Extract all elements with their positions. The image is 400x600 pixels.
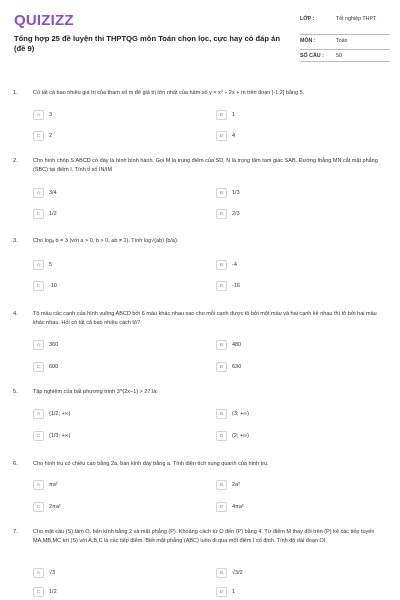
subject-value: Toán	[336, 38, 348, 44]
option-text: 2a²	[232, 482, 240, 488]
option-d[interactable]	[216, 130, 388, 142]
option-a[interactable]	[33, 567, 205, 579]
option-letter: D	[216, 281, 227, 291]
option-text: √3/2	[232, 570, 243, 576]
option-text: 3/4	[49, 190, 57, 196]
question-number: 6.	[13, 461, 18, 467]
option-text: -10	[49, 283, 57, 289]
option-c[interactable]	[33, 501, 205, 513]
question-number: 4.	[13, 311, 18, 317]
option-a[interactable]	[33, 408, 205, 420]
question-number: 5.	[13, 389, 18, 395]
option-letter: A	[33, 110, 44, 120]
option-letter: B	[216, 409, 227, 419]
option-d[interactable]	[216, 501, 388, 513]
option-c[interactable]	[33, 130, 205, 142]
option-text: 360	[49, 342, 59, 348]
question-number: 7.	[13, 529, 18, 535]
class-value: Tốt nghiệp THPT	[336, 16, 377, 22]
option-text: 4πa²	[232, 504, 244, 510]
option-c[interactable]	[33, 280, 205, 292]
option-letter: D	[216, 431, 227, 441]
question-text: Tô màu các cạnh của hình vuông ABCD bởi 6 màu khác nhau sao cho mỗi cạnh được tô bởi một màu và hai cạnh kề nhau thì tô bởi hai màu khác nhau. Hỏi có tất cả bao nhiêu cách tô?	[33, 311, 377, 326]
option-letter: C	[33, 281, 44, 291]
option-c[interactable]	[33, 430, 205, 442]
count-value: 50	[336, 53, 342, 59]
option-text: 2/3	[232, 211, 240, 217]
option-c[interactable]	[33, 208, 205, 220]
option-letter: B	[216, 188, 227, 198]
option-text: 2	[49, 133, 53, 139]
option-text: -4	[232, 262, 237, 268]
question-text: Cho hình trụ có chiều cao bằng 2a, bán kính đáy bằng a. Tính diện tích xung quanh của hình trụ.	[33, 461, 269, 467]
option-b[interactable]	[216, 408, 388, 420]
option-text: 1/3	[232, 190, 240, 196]
option-letter: D	[216, 362, 227, 372]
option-b[interactable]	[216, 187, 388, 199]
option-text: (3; +∞)	[232, 411, 249, 417]
option-a[interactable]	[33, 109, 205, 121]
option-text: 630	[232, 364, 242, 370]
option-d[interactable]	[216, 586, 388, 598]
question-number: 3.	[13, 238, 18, 244]
worksheet-header	[0, 0, 400, 80]
option-b[interactable]	[216, 479, 388, 491]
option-letter: D	[216, 131, 227, 141]
subject-label: MÔN :	[300, 38, 316, 44]
option-text: -16	[232, 283, 240, 289]
meta-row-subject	[300, 36, 390, 50]
option-text: 1	[232, 589, 236, 595]
option-letter: D	[216, 587, 227, 597]
option-c[interactable]	[33, 586, 205, 598]
option-b[interactable]	[216, 259, 388, 271]
option-letter: A	[33, 409, 44, 419]
option-letter: B	[216, 340, 227, 350]
option-b[interactable]	[216, 109, 388, 121]
question-text: Cho hình chóp S.ABCD có đáy là hình bình hành. Gọi M là trung điểm của SD, N là trọng tâm tam giác SAB. Đường thẳng MN cắt mặt phẳng (SBC) tại điểm I. Tính tỉ số IN/IM	[33, 158, 378, 173]
quizizz-logo: QUIZIZZ	[14, 12, 74, 29]
option-text: 480	[232, 342, 242, 348]
option-text: 5	[49, 262, 53, 268]
option-text: (1/2; +∞)	[49, 411, 71, 417]
option-text: πa²	[49, 482, 58, 488]
option-letter: C	[33, 587, 44, 597]
option-a[interactable]	[33, 259, 205, 271]
option-letter: C	[33, 362, 44, 372]
option-d[interactable]	[216, 208, 388, 220]
option-text: 2πa²	[49, 504, 61, 510]
option-a[interactable]	[33, 339, 205, 351]
option-letter: C	[33, 131, 44, 141]
option-letter: A	[33, 340, 44, 350]
meta-row-class	[300, 14, 390, 35]
option-letter: B	[216, 568, 227, 578]
option-a[interactable]	[33, 479, 205, 491]
option-letter: C	[33, 209, 44, 219]
question-text: Cho logₐ b = 3 (với a > 0, b > 0, ab ≠ 1). Tính log√(ab) (b/a).	[33, 238, 179, 244]
option-text: 4	[232, 133, 236, 139]
question-text: Cho mặt cầu (S) tâm O, bán kính bằng 2 và mặt phẳng (P). Khoảng cách từ O đến (P) bằng 4. Từ điểm M thay đổi trên (P) kẻ các tiếp tuyến MA,MB,MC tới (S) với A,B,C là các tiếp điểm. Biết mặt phẳng (ABC) luôn đi qua một điểm I cố định. Tính độ dài đoạn OI.	[33, 529, 375, 544]
option-letter: B	[216, 260, 227, 270]
question-number: 1.	[13, 90, 18, 96]
option-letter: A	[33, 188, 44, 198]
option-d[interactable]	[216, 430, 388, 442]
option-text: 3	[49, 112, 53, 118]
option-letter: B	[216, 110, 227, 120]
worksheet-meta	[300, 14, 390, 62]
document-title: Tổng hợp 25 đề luyện thi THPTQG môn Toán chọn lọc, cực hay có đáp án (đề 9)	[14, 34, 281, 53]
option-c[interactable]	[33, 361, 205, 373]
option-letter: C	[33, 502, 44, 512]
option-text: 600	[49, 364, 59, 370]
option-text: (2; +∞)	[232, 433, 249, 439]
option-a[interactable]	[33, 187, 205, 199]
option-letter: B	[216, 480, 227, 490]
option-d[interactable]	[216, 361, 388, 373]
option-letter: A	[33, 260, 44, 270]
option-letter: A	[33, 480, 44, 490]
option-b[interactable]	[216, 339, 388, 351]
option-letter: A	[33, 568, 44, 578]
option-text: 1/2	[49, 589, 57, 595]
option-text: 1/2	[49, 211, 57, 217]
option-letter: D	[216, 209, 227, 219]
question-text: Tập nghiệm của bất phương trình 3^(2x−1) > 27 là:	[33, 389, 158, 395]
option-letter: D	[216, 502, 227, 512]
option-text: √3	[49, 570, 56, 576]
option-text: 1	[232, 112, 236, 118]
option-letter: C	[33, 431, 44, 441]
meta-row-count	[300, 51, 390, 62]
count-label: SỐ CÂU :	[300, 53, 324, 59]
question-number: 2.	[13, 158, 18, 164]
question-text: Có tất cả bao nhiêu giá trị của tham số m để giá trị lớn nhất của hàm số y = x³ − 2x + m trên đoạn [-1;2] bằng 5.	[33, 90, 305, 96]
option-b[interactable]	[216, 567, 388, 579]
option-text: (1/3; +∞)	[49, 433, 71, 439]
option-d[interactable]	[216, 280, 388, 292]
class-label: LỚP :	[300, 16, 315, 22]
